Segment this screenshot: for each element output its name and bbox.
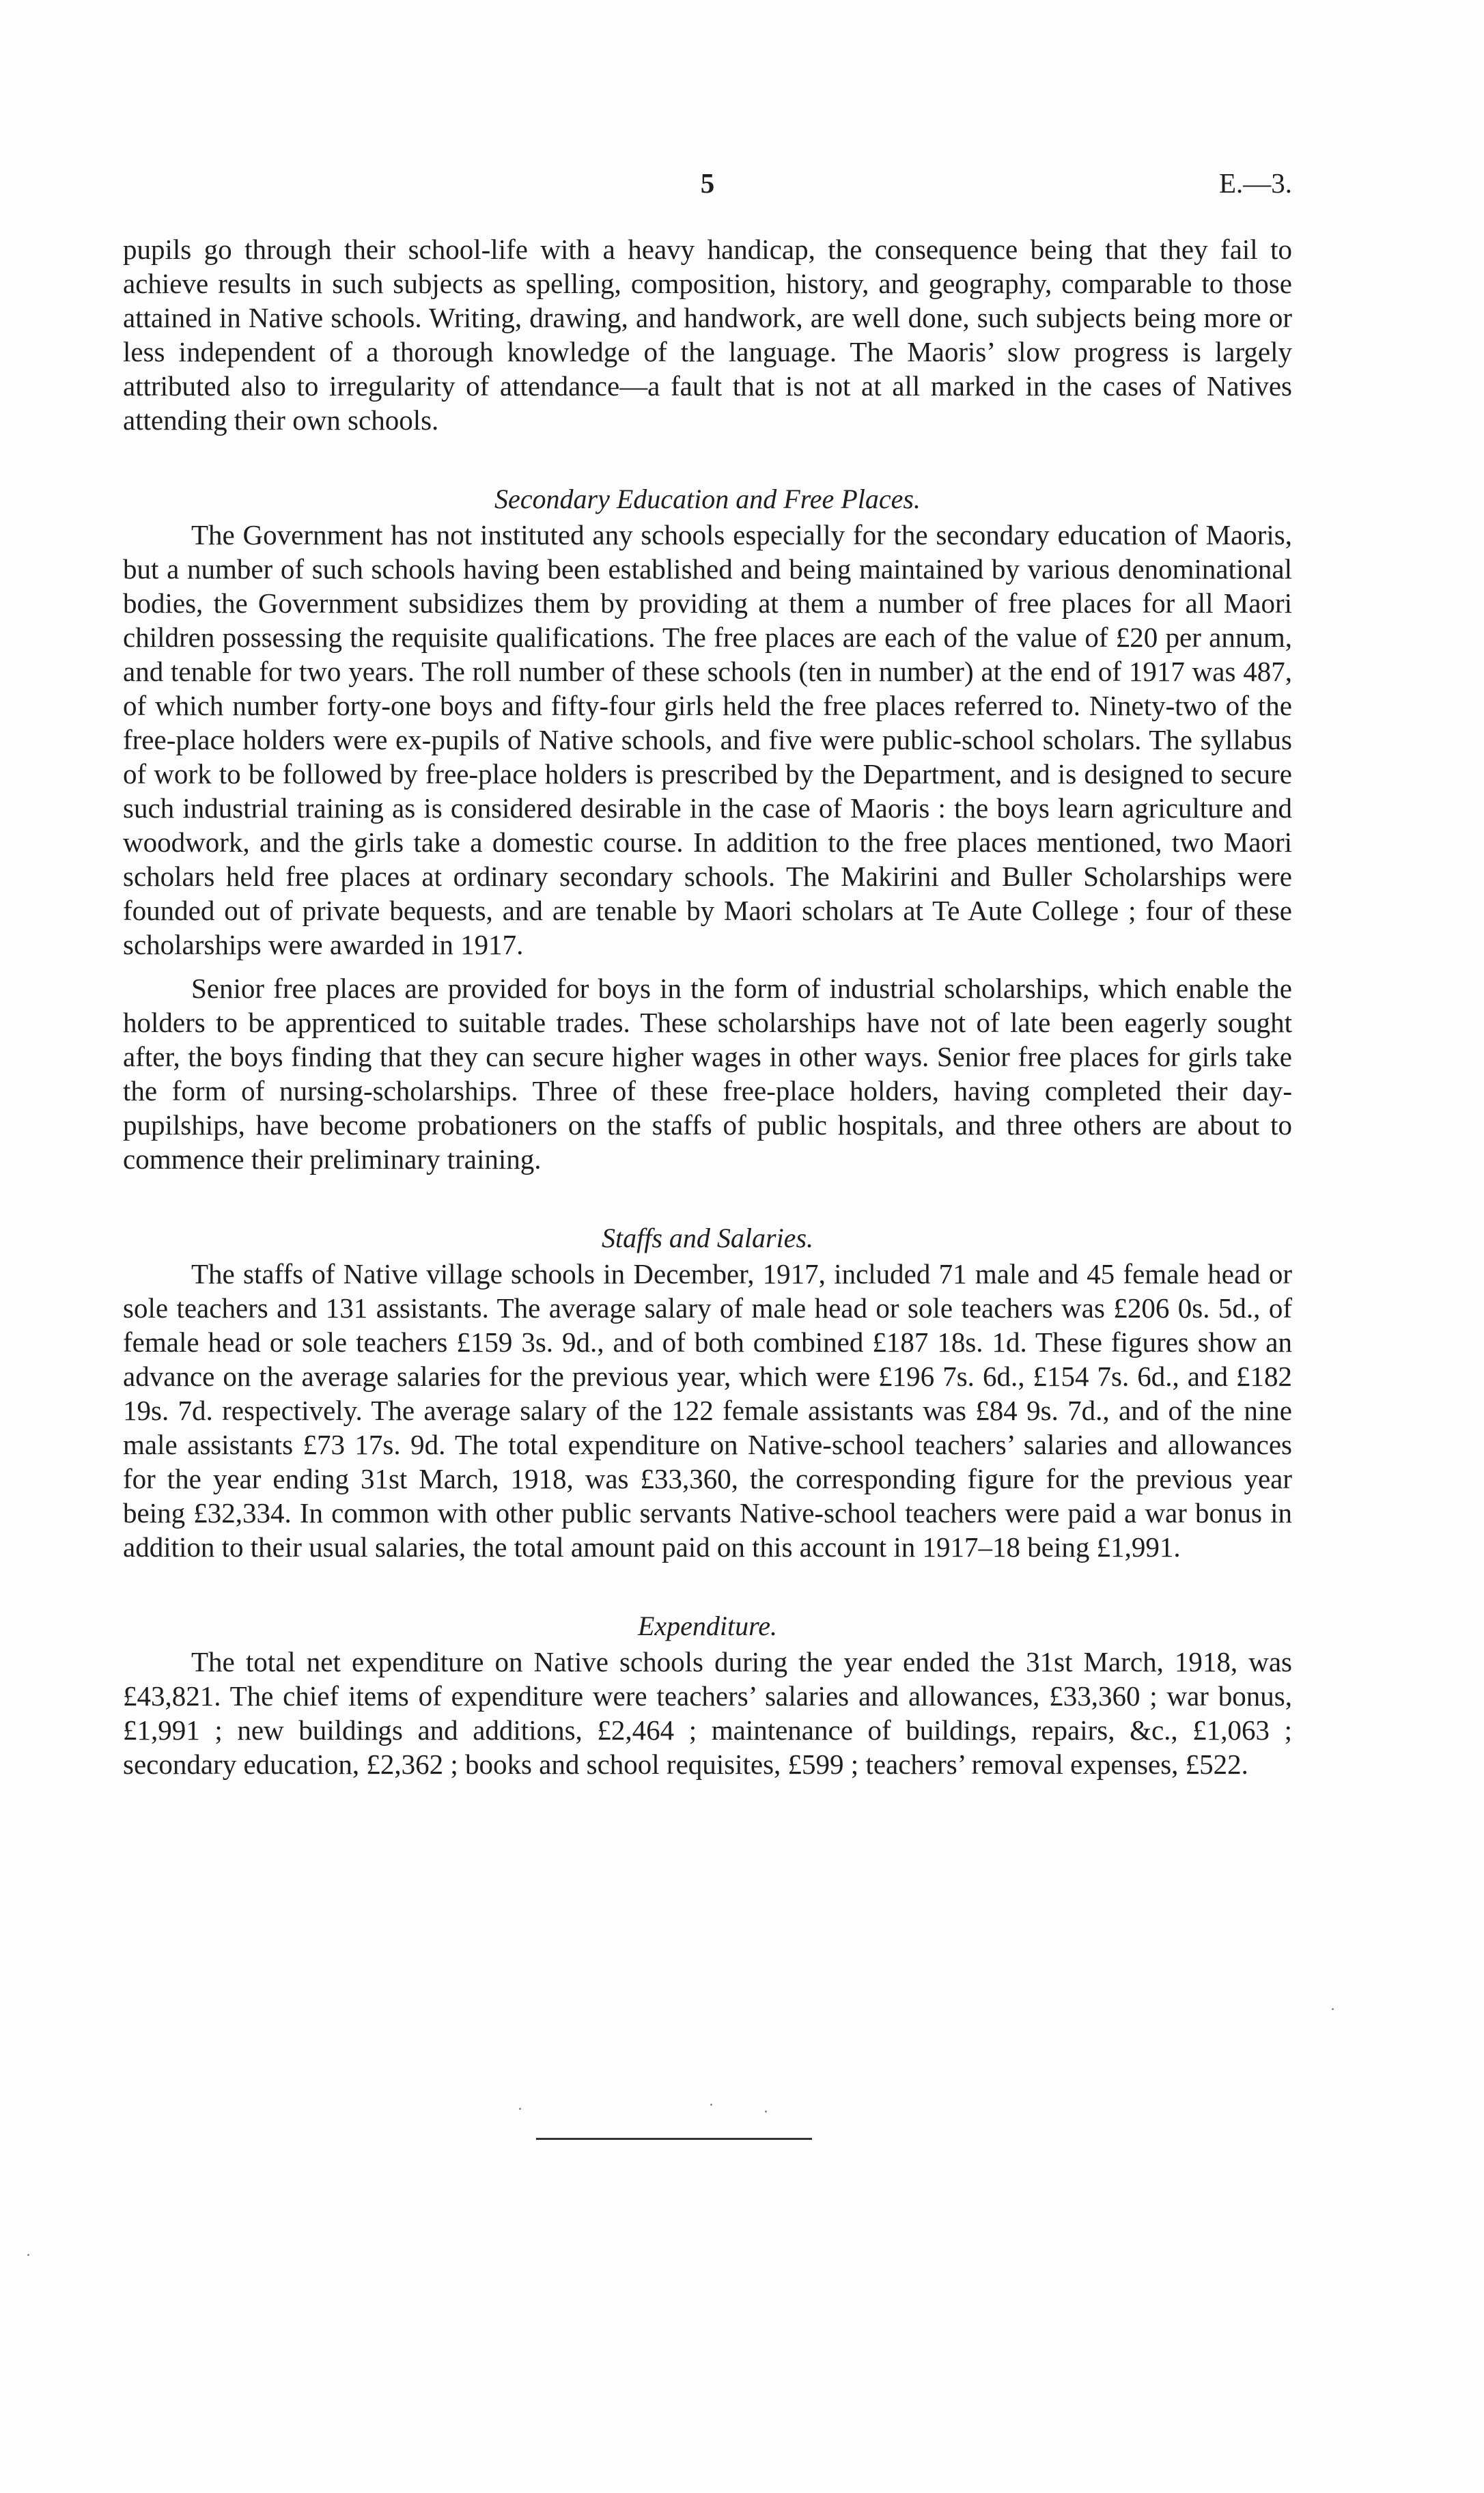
section-heading-staffs-and-salaries: Staffs and Salaries. (601, 1223, 814, 1253)
paragraph: The total net expenditure on Native schools during the year ended the 31st March, 1918, was £43,821. The chief items of expenditure were teachers’ salaries and allowances, £33,360 ; war bonus, £1,991 ; new buildings and additions, £2,464 ; maintenance of buildings, repairs, &c., £1,063 ; secondary education, £2,362 ; books and school requisites, £599 ; teachers’ removal expenses, £522. (123, 1646, 1292, 1780)
page-header (123, 167, 1292, 208)
paragraph: The Government has not instituted any schools especially for the secondary education of Maoris, but a number of such schools having been established and being maintained by various denominational bodies, the Government subsidizes them by providing at them a number of free places for all Maori children possessing the requisite qualifications. The free places are each of the value of £20 per annum, and tenable for two years. The roll number of these schools (ten in number) at the end of 1917 was 487, of which number forty-one boys and fifty-four girls held the free places referred to. Ninety-two of the free-place holders were ex-pupils of Native schools, and five were public-school scholars. The syllabus of work to be followed by free-place holders is prescribed by the Department, and is designed to secure such industrial training as is considered desirable in the case of Maoris : the boys learn agriculture and woodwork, and the girls take a domestic course. In addition to the free places mentioned, two Maori scholars held free places at ordinary secondary schools. The Makirini and Buller Scholarships were founded out of private bequests, and are tenable by Maori scholars at Te Aute College ; four of these scholarships were awarded in 1917. (123, 519, 1292, 960)
document-code: E.—3. (1218, 167, 1292, 199)
scan-speck (27, 2254, 29, 2256)
closing-rule (536, 2138, 812, 2140)
section-heading-secondary-education: Secondary Education and Free Places. (494, 484, 921, 514)
continued-paragraph: pupils go through their school-life with a heavy handicap, the consequence being that they fail to achieve results in such subjects as spelling, composition, history, and geography, comparable to those attained in Native schools. Writing, drawing, and handwork, are well done, such subjects being more or less independent of a thorough knowledge of the language. The Maoris’ slow progress is largely attributed also to irregularity of attendance—a fault that is not at all marked in the cases of Natives attending their own schools. (123, 234, 1292, 436)
scan-speck (765, 2111, 767, 2113)
scan-speck (519, 2108, 521, 2110)
paragraph: The staffs of Native village schools in December, 1917, included 71 male and 45 female head or sole teachers and 131 assistants. The average salary of male head or sole teachers was £206 0s. 5d., of female head or sole teachers £159 3s. 9d., and of both combined £187 18s. 1d. These figures show an advance on the average salaries for the previous year, which were £196 7s. 6d., £154 7s. 6d., and £182 19s. 7d. respectively. The average salary of the 122 female assistants was £84 9s. 7d., and of the nine male assistants £73 17s. 9d. The total expenditure on Native-school teachers’ salaries and allowances for the year ending 31st March, 1918, was £33,360, the corresponding figure for the previous year being £32,334. In common with other public servants Native-school teachers were paid a war bonus in addition to their usual salaries, the total amount paid on this account in 1917–18 being £1,991. (123, 1258, 1292, 1563)
section-heading-expenditure: Expenditure. (637, 1611, 777, 1641)
page-number: 5 (700, 167, 715, 199)
body-text (123, 232, 1292, 1781)
scan-speck (1332, 2008, 1334, 2010)
paragraph: Senior free places are provided for boys in the form of industrial scholarships, which enable the holders to be apprenticed to suitable trades. These scholarships have not of late been eagerly sought after, the boys finding that they can secure higher wages in other ways. Senior free places for girls take the form of nursing-scholarships. Three of these free-place holders, having completed their day-pupilships, have become probationers on the staffs of public hospitals, and three others are about to commence their preliminary training. (123, 973, 1292, 1175)
scan-speck (710, 2104, 712, 2106)
